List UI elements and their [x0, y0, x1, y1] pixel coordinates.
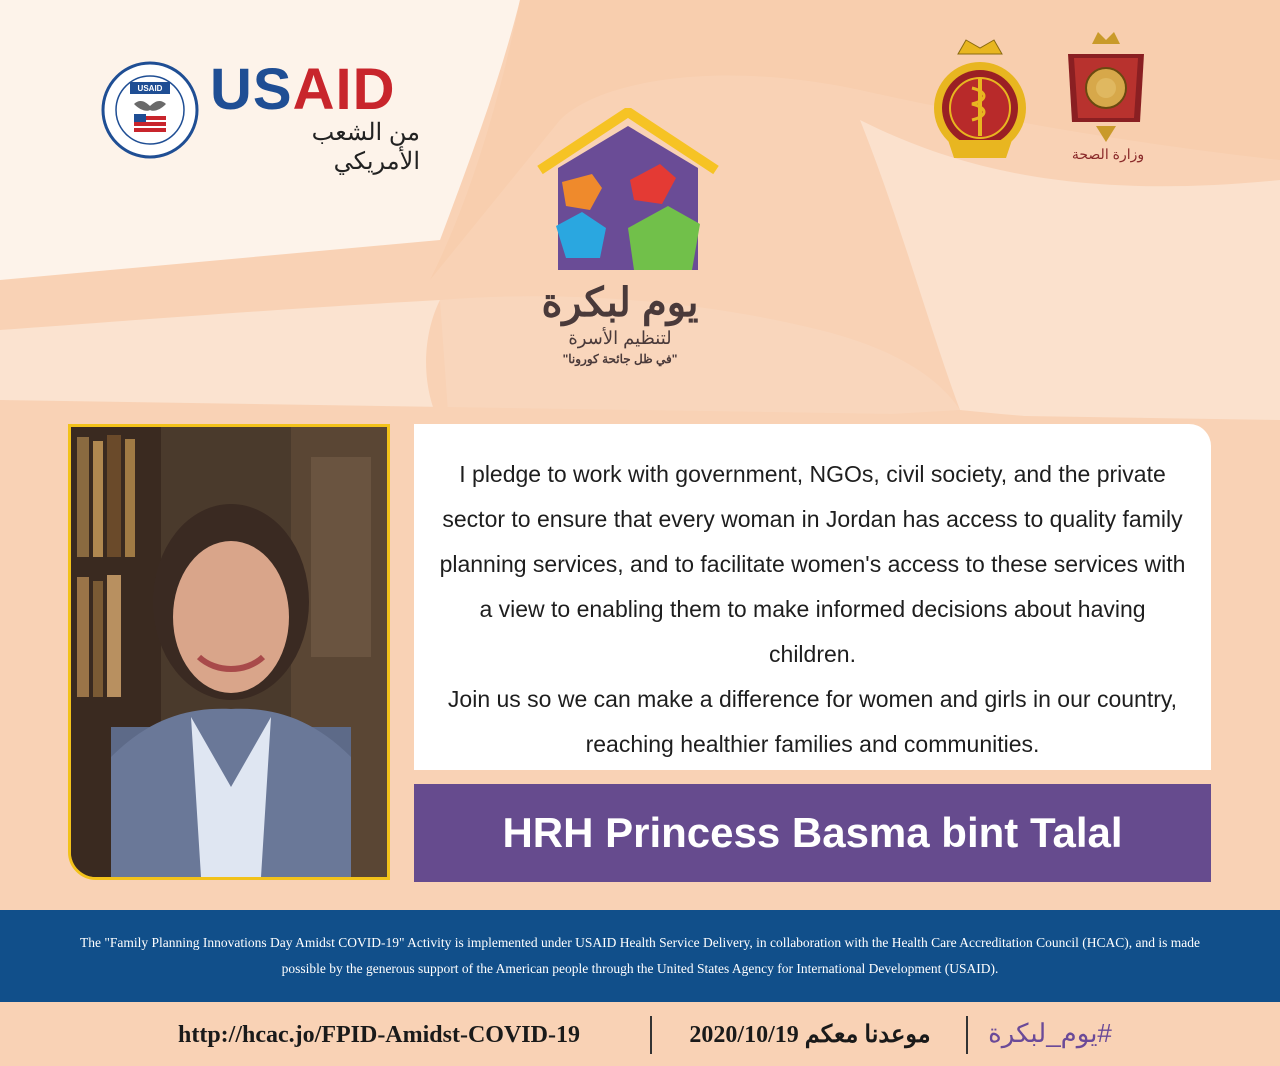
- usaid-seal-icon: [100, 60, 200, 160]
- portrait-photo: [68, 424, 390, 880]
- footer-divider: [966, 1016, 968, 1054]
- event-date: موعدنا معكم 2020/10/19: [689, 1022, 931, 1048]
- usaid-arabic-tagline: من الشعب الأمريكي: [311, 119, 420, 175]
- usaid-seal-label: USAID: [137, 84, 163, 93]
- ministry-of-health-emblem-icon: [1060, 30, 1152, 150]
- portrait-illustration: [71, 427, 387, 877]
- footer-disclaimer: The "Family Planning Innovations Day Amidst COVID-19" Activity is implemented under USAID Health Service Delivery, in collaboration with the Health Care Accreditation Council (HCAC), and is made possible by the generous support of the American people through the United States Agency for International Development (USAID).: [80, 935, 1200, 976]
- name-banner: [414, 784, 1211, 882]
- pledge-call-to-action: Join us so we can make a difference for women and girls in our country, reaching healthier families and communities.: [447, 686, 1178, 757]
- pledge-text: I pledge to work with government, NGOs, civil society, and the private sector to ensure that every woman in Jordan has access to quality family planning services, and to facilitate women's access to these services with a view to enabling them to make informed decisions about having children.: [439, 461, 1186, 667]
- campaign-title: يوم لبكرة: [541, 281, 699, 325]
- pledge-card: [414, 424, 1211, 770]
- campaign-subtitle: لتنظيم الأسرة: [568, 328, 672, 348]
- usaid-aid: AID: [292, 57, 396, 122]
- house-hands-icon: [530, 108, 720, 278]
- campaign-url[interactable]: http://hcac.jo/FPID-Amidst-COVID-19: [178, 1022, 580, 1048]
- usaid-us: US: [210, 57, 293, 122]
- footer-bottom: [0, 1002, 1280, 1066]
- usaid-wordmark: [210, 56, 395, 123]
- royal-medical-emblem-icon: [928, 36, 1032, 166]
- campaign-logo: [530, 108, 730, 378]
- ministry-caption: وزارة الصحة: [1071, 146, 1145, 162]
- footer-divider: [650, 1016, 652, 1054]
- campaign-hashtag[interactable]: #يوم_لبكرة: [988, 1018, 1112, 1048]
- footer-disclaimer-band: [0, 910, 1280, 1002]
- speaker-name: HRH Princess Basma bint Talal: [502, 809, 1123, 856]
- usaid-logo: [100, 57, 430, 175]
- campaign-tagline: "في ظل جائحة كورونا": [562, 352, 678, 366]
